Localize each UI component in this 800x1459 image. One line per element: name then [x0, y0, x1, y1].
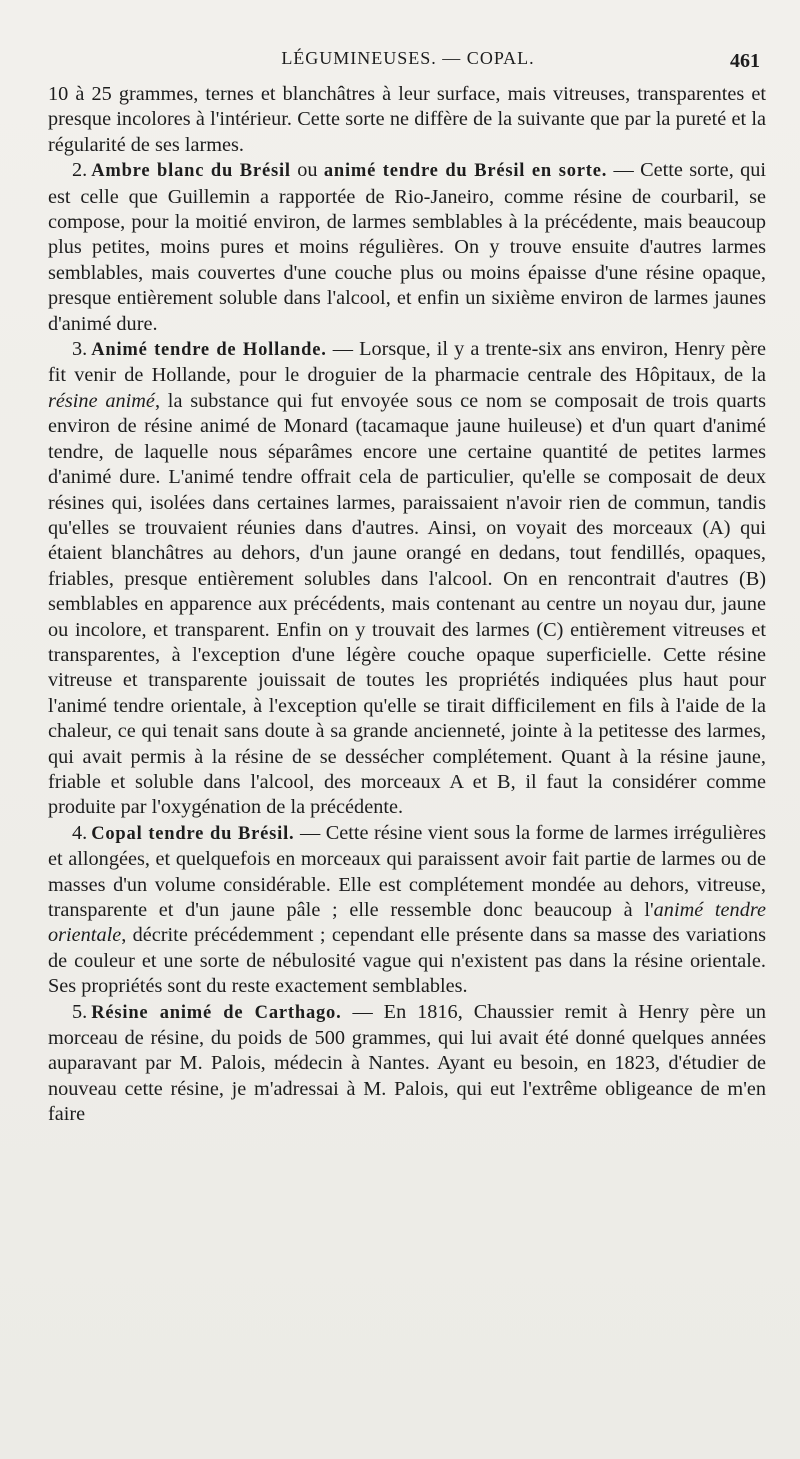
paragraph-carthago [48, 1000, 766, 1128]
item-heading: Ambre blanc du Brésil [91, 161, 291, 182]
italic-term: animé tendre orientale [48, 899, 766, 947]
paragraph-ambre-blanc [48, 158, 766, 337]
paragraph-copal-bresil [48, 821, 766, 1000]
page-header [48, 48, 768, 74]
paragraph-text: 10 à 25 grammes, ternes et blanchâtres à leur surface, mais vitreuses, transparentes et presque incolores à l'intérieur. Cette sorte ne diffère de la suivante que par la pureté et la régularité de ses larmes. [48, 83, 766, 156]
item-heading: Résine animé de Carthago. [91, 1002, 342, 1023]
paragraph-anime-hollande [48, 337, 766, 821]
paragraph-text: — Cette résine vient sous la forme de larmes irrégulières et allongées, et quelquefois en morceaux qui paraissent avoir fait partie de larmes ou de masses d'un volume considérable. Elle est complétement mondée au dehors, vitreuse, transparente et d'un jaune pâle ; elle ressemble donc beaucoup à l' [48, 821, 766, 921]
item-heading-alt: animé tendre du Brésil en sorte. [323, 161, 608, 182]
paragraph-text: , décrite précédemment ; cependant elle présente dans sa masse des variations de couleur et une sorte de nébulosité vague qui n'existent pas dans la résine orientale. Ses propriétés sont du reste exactement semblables. [48, 924, 766, 998]
heading-connector: ou [297, 159, 318, 182]
paragraph-text: — Cette sorte, qui est celle que Guillemin a rapportée de Rio-Janeiro, comme résine de courbaril, se compose, pour la moitié environ, de larmes semblables à la précédente, mais beaucoup plus petites, moins pures et moins régulières. On y trouve ensuite d'autres larmes semblables, mais couvertes d'une couche plus ou moins épaisse d'une résine opaque, presque entièrement soluble dans l'alcool, et enfin un sixième environ de larmes jaunes d'animé dure. [48, 159, 767, 335]
item-number: 2. [72, 159, 88, 182]
paragraph-continuation [48, 82, 766, 158]
paragraph-text: , la substance qui fut envoyée sous ce nom se composait de trois quarts environ de résine animé de Monard (tacamaque jaune huileuse) et d'un quart d'animé tendre, de laquelle nous séparâmes encore une certaine quantité de petites larmes d'animé dure. L'animé tendre offrait cela de particulier, qu'elle se composait de deux résines qui, isolées dans certaines larmes, paraissaient n'avoir rien de commun, tandis qu'elles se trouvaient réunies dans d'autres. Ainsi, on voyait des morceaux (A) qui étaient blanchâtres au dehors, d'un jaune orangé en dedans, tout fendillés, opaques, friables, presque entièrement solubles dans l'alcool. On en rencontrait d'autres (B) semblables en apparence aux précédents, mais contenant au centre un noyau dur, jaune ou incolore, et transparent. Enfin on y trouvait des larmes (C) entièrement vitreuses et transparentes, à l'exception d'une légère couche opaque superficielle. Cette résine vitreuse et transparente jouissait de toutes les propriétés indiquées plus haut pour l'animé tendre orientale, à l'exception qu'elle se tirait difficilement en fils à l'aide de la chaleur, ce qui tenait sans doute à sa grande ancienneté, jointe à la petitesse des larmes, qui avait permis à la résine de se dessécher complétement. Quant à la résine jaune, friable et soluble dans l'alcool, des morceaux A et B, il faut la considérer comme produite par l'oxygénation de la précédente. [48, 389, 766, 819]
item-number: 5. [72, 1000, 88, 1023]
item-number: 4. [72, 821, 88, 844]
page-number: 461 [730, 50, 760, 72]
body-text [48, 82, 766, 1128]
item-number: 3. [72, 338, 88, 361]
paragraph-text: — En 1816, Chaussier remit à Henry père un morceau de résine, du poids de 500 grammes, qui lui avait été donné quelques années auparavant par M. Palois, médecin à Nantes. Ayant eu besoin, en 1823, d'étudier de nouveau cette résine, je m'adressai à M. Palois, qui eut l'extrême obligeance de m'en faire [48, 1000, 766, 1126]
paragraph-text: — Lorsque, il y a trente-six ans environ, Henry père fit venir de Hollande, pour le droguier de la pharmacie centrale des Hôpitaux, de la [48, 338, 766, 387]
running-title: LÉGUMINEUSES. — COPAL. [281, 48, 535, 68]
italic-term: résine animé [48, 389, 155, 412]
item-heading: Animé tendre de Hollande. [91, 340, 327, 361]
item-heading: Copal tendre du Brésil. [91, 823, 295, 844]
